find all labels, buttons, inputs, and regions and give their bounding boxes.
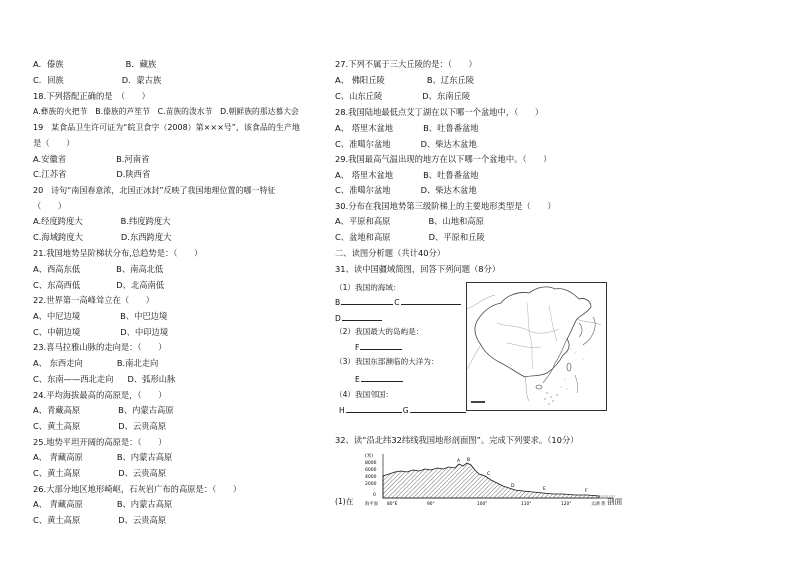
q29-option-b: B、吐鲁番盆地 (423, 170, 479, 180)
q30-option-a: A、平原和高原 (335, 216, 391, 226)
mark-b: B (467, 458, 471, 463)
section-2-title: 二、读图分析题（共计40分） (335, 248, 446, 258)
q29-stem: 29.我国最高气温出现的地方在以下哪一个盆地中。（ ） (335, 154, 552, 164)
y-unit-label: (米) (365, 454, 374, 459)
q21-options-row1 (33, 264, 163, 275)
q31-blank-g[interactable] (410, 404, 466, 413)
mark-c: C (487, 472, 491, 477)
q18-stem: 18.下列搭配正确的是 （ ） (33, 91, 150, 101)
q18-options: A.彝族的火把节 B.傣族的芦笙节 C.苗族的泼水节 D.朝鲜族的那达慕大会 (33, 107, 299, 116)
y-tick-8000: 8000 (365, 461, 377, 466)
q17-option-d: D．蒙古族 (121, 75, 162, 85)
x-tick-80e: 80°E (387, 502, 398, 507)
q20-options-row2 (33, 232, 171, 243)
q26-stem: 26.大部分地区地形崎岖，石灰岩广布的高原是：（ ） (33, 484, 242, 494)
q31-part1-blank-d (335, 312, 383, 324)
q20-option-c: C.海域跨度大 (33, 232, 83, 242)
q22-option-a: A、中尼边境 (33, 311, 81, 321)
q31-blank-e[interactable] (361, 373, 403, 382)
q19-option-b: B.河南省 (116, 154, 150, 164)
q19-option-a: A.安徽省 (33, 154, 67, 164)
q29-options-row2 (335, 185, 477, 196)
q21-option-b: B、南高北低 (116, 264, 164, 274)
terrain-shape (383, 463, 599, 498)
q17-option-a: A．傣族 (33, 59, 64, 69)
q26-options-row2 (33, 515, 166, 526)
y-tick-2000: 2000 (365, 482, 377, 487)
q19-stem-cont: 是（ ） (33, 138, 75, 148)
q19-options-row2 (33, 169, 150, 180)
q25-stem: 25.地势平坦开阔的高原是：（ ） (33, 437, 167, 447)
q24-option-b: B、内蒙古高原 (118, 405, 174, 415)
q25-option-a: A、 青藏高原 (33, 452, 83, 462)
q17-options-row1 (33, 59, 156, 70)
q25-option-d: D、云贵高原 (118, 468, 167, 478)
q28-options-row2 (335, 139, 477, 150)
q31-blank-f[interactable] (360, 341, 402, 350)
q29-options-row1 (335, 170, 479, 181)
q24-options-row2 (33, 421, 166, 432)
q30-options-row1 (335, 216, 484, 227)
q31-label-h: H (339, 406, 345, 415)
q23-stem: 23.喜马拉雅山脉的走向是：（ ） (33, 342, 167, 352)
q27-option-d: D、东南丘陵 (422, 91, 471, 101)
q19-options-row1 (33, 154, 149, 165)
q31-label-g: G (402, 406, 409, 415)
q20-option-a: A.经度跨度大 (33, 216, 83, 226)
q21-option-d: D、北高南低 (116, 280, 165, 290)
q28-options-row1 (335, 123, 479, 134)
q22-option-b: B、中巴边境 (120, 311, 168, 321)
q31-label-b: B (335, 298, 341, 307)
q31-part1-blanks (335, 296, 462, 308)
mark-e: E (543, 487, 546, 492)
profile-drawing (363, 450, 623, 508)
q30-option-c: C、盆地和高原 (335, 232, 391, 242)
q28-option-b: B、吐鲁番盆地 (423, 123, 479, 133)
q25-option-b: B、内蒙古高原 (116, 452, 173, 462)
x-tick-100: 100° (477, 502, 488, 507)
q23-option-a: A、 东西走向 (33, 358, 83, 368)
q31-part4-blanks (339, 404, 467, 416)
q17-option-c: C．回族 (33, 75, 64, 85)
q21-option-c: C、东高西低 (33, 280, 81, 290)
q25-options-row2 (33, 468, 166, 479)
q26-options-row1 (33, 499, 172, 510)
q31-blank-h[interactable] (346, 404, 402, 413)
q22-option-c: C、中朝边境 (33, 327, 81, 337)
sea-level-label: 海平面 (365, 502, 378, 507)
q31-label-c: C (394, 298, 400, 307)
q19-option-c: C.江苏省 (33, 169, 67, 179)
q21-stem: 21.我国地势呈阶梯状分布,总趋势是：（ ） (33, 248, 203, 258)
basin-label: 太湖 黄 (591, 502, 606, 507)
q28-stem: 28.我国陆地最低点艾丁湖在以下哪一个盆地中，（ ） (335, 107, 544, 117)
q31-label-d: D (335, 314, 341, 323)
q29-option-a: A、 塔里木盆地 (335, 170, 394, 180)
q27-option-c: C、山东丘陵 (335, 91, 383, 101)
china-territory-map (466, 282, 607, 411)
q27-options-row2 (335, 91, 470, 102)
x-tick-90: 90° (427, 502, 435, 507)
q20-option-d: D.东西跨度大 (120, 232, 172, 242)
q31-part3-blank (355, 373, 404, 385)
q32-section-label: 剖面 (607, 497, 623, 506)
q26-option-b: B、内蒙古高原 (116, 499, 173, 509)
q27-option-b: B、辽东丘陵 (426, 75, 474, 85)
mark-d: D (511, 484, 515, 489)
q22-options-row1 (33, 311, 167, 322)
q24-options-row1 (33, 405, 174, 416)
q20-options-row1 (33, 216, 170, 227)
q20-stem: 20 诗句“南国春意浓，北国正冰封”反映了我国地理位置的哪一特征 (33, 186, 276, 195)
q26-option-a: A、 青藏高原 (33, 499, 83, 509)
q29-option-d: D、柴达木盆地 (420, 185, 477, 195)
mark-a: A (457, 459, 461, 464)
q19-stem: 19 某食品卫生许可证为“皖卫食字（2008）第×××号”，该食品的生产地 (33, 123, 300, 132)
q28-option-d: D、柴达木盆地 (420, 139, 477, 149)
q28-option-a: A、 塔里木盆地 (335, 123, 394, 133)
q31-blank-d[interactable] (342, 312, 382, 321)
q24-option-a: A、青藏高原 (33, 405, 81, 415)
q31-blank-b[interactable] (341, 296, 393, 305)
q32-part1: (1)在 (335, 497, 354, 506)
q25-options-row1 (33, 452, 172, 463)
q17-options-row2 (33, 75, 161, 86)
q27-option-a: A、 佛阳丘陵 (335, 75, 385, 85)
q25-option-c: C、黄土高原 (33, 468, 81, 478)
q23-option-b: B.南北走向 (116, 358, 159, 368)
y-tick-4000: 4000 (365, 475, 377, 480)
q31-blank-c[interactable] (401, 296, 461, 305)
y-tick-0: 0 (373, 493, 376, 498)
q20-option-b: B.纬度跨度大 (120, 216, 171, 226)
q31-label-e: E (355, 375, 360, 384)
q27-stem: 27.下列不属于三大丘陵的是：（ ） (335, 59, 477, 69)
q30-option-b: B、山地和高原 (428, 216, 484, 226)
q30-stem: 30.分布在我国地势第三级阶梯上的主要地形类型是（ ） (335, 201, 556, 211)
q31-part2: （2）我国最大的岛屿是： (335, 327, 424, 336)
q24-option-d: D、云贵高原 (118, 421, 167, 431)
y-tick-6000: 6000 (365, 468, 377, 473)
q22-options-row2 (33, 327, 168, 338)
q31-part1: （1）我国的海域： (335, 283, 401, 292)
q31-part4: （4）我国邻国： (335, 390, 393, 399)
q23-options-row2 (33, 374, 175, 385)
q28-option-c: C、准噶尔盆地 (335, 139, 391, 149)
x-tick-110: 110° (521, 502, 532, 507)
q27-options-row1 (335, 75, 474, 86)
q26-option-d: D、云贵高原 (118, 515, 167, 525)
q23-option-c: C、东南——西北走向 (33, 374, 114, 384)
q19-option-d: D.陕西省 (116, 169, 151, 179)
q31-part3: （3）我国东部濒临的大洋为： (335, 357, 439, 366)
q21-options-row2 (33, 280, 164, 291)
q30-option-d: D、平原和丘陵 (428, 232, 485, 242)
q30-options-row2 (335, 232, 485, 243)
q23-option-d: D、弧形山脉 (127, 374, 176, 384)
mark-f: F (585, 489, 588, 494)
q31-stem: 31、读中国疆域简图，回答下列问题（8分） (335, 264, 501, 274)
terrain-profile-32n (363, 450, 623, 508)
q31-part2-blank (355, 341, 403, 353)
x-tick-120: 120° (561, 502, 572, 507)
q17-option-b: B．藏族 (125, 59, 157, 69)
q23-options-row1 (33, 358, 158, 369)
q26-option-c: C、黄土高原 (33, 515, 81, 525)
q22-option-d: D、中印边境 (120, 327, 169, 337)
q32-stem: 32、读“沿北纬32纬线我国地形剖面图”。完成下列要求。（10分） (335, 435, 579, 445)
q24-stem: 24.平均海拔最高的高原是，（ ） (33, 390, 167, 400)
q20-stem-cont: （ ） (33, 201, 67, 211)
q21-option-a: A、西高东低 (33, 264, 81, 274)
q22-stem: 22.世界第一高峰耸立在（ ） (33, 295, 155, 305)
china-map-drawing (467, 283, 606, 410)
q24-option-c: C、黄土高原 (33, 421, 81, 431)
q31-label-f: F (355, 343, 360, 352)
q29-option-c: C、准噶尔盆地 (335, 185, 391, 195)
